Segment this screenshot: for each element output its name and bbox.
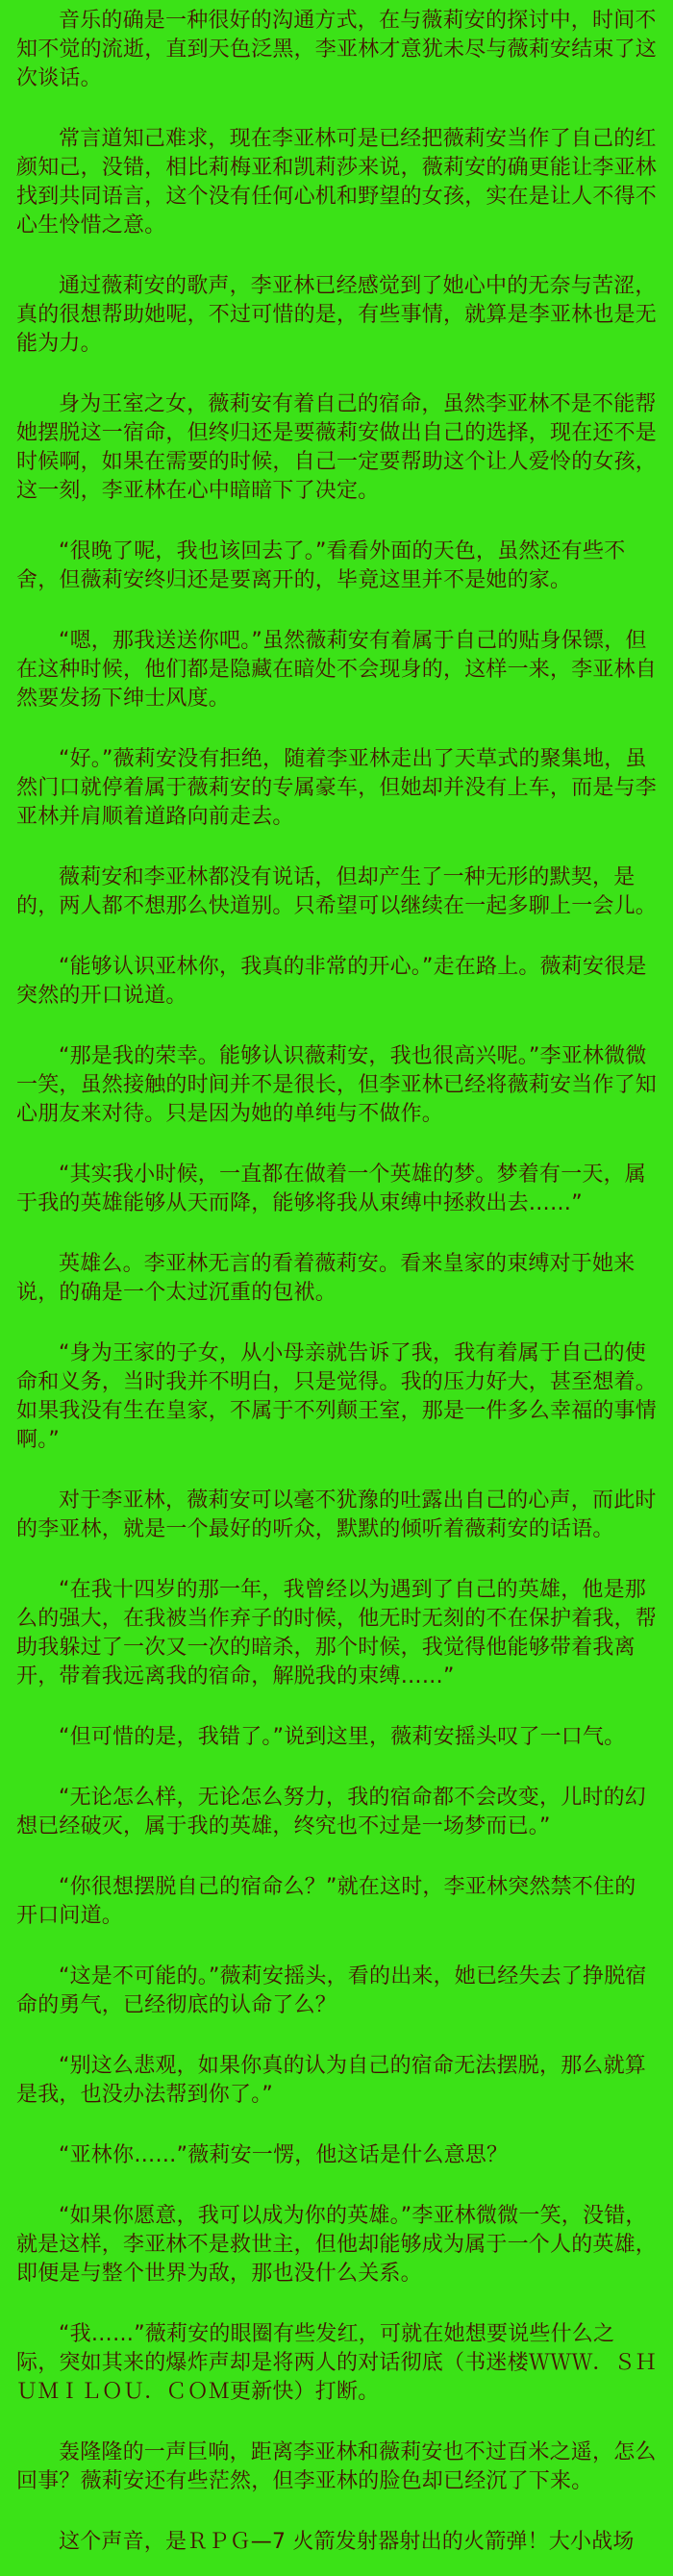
novel-paragraph: “很晚了呢，我也该回去了。”看看外面的天色，虽然还有些不舍，但薇莉安终归还是要离开的，毕竟这里并不是她的家。	[16, 539, 626, 592]
novel-paragraph: 这个声音，是ＲＰＧ—7 火箭发射器射出的火箭弹！大小战场	[59, 2530, 635, 2554]
novel-paragraph: 轰隆隆的一声巨响，距离李亚林和薇莉安也不过百米之遥，怎么回事？薇莉安还有些茫然，但李亚林的脸色却已经沉了下来。	[16, 2440, 657, 2493]
novel-paragraph: “在我十四岁的那一年，我曾经以为遇到了自己的英雄，他是那么的强大，在我被当作弃子的时候，他无时无刻的不在保护着我，帮助我躲过了一次又一次的暗杀，那个时候，我觉得他能够带着我离开，带着我远离我的宿命，解脱我的束缚……”	[16, 1578, 658, 1688]
novel-paragraph: “嗯，那我送送你吧。”虽然薇莉安有着属于自己的贴身保镖，但在这种时候，他们都是隐藏在暗处不会现身的，这样一来，李亚林自然要发扬下绅士风度。	[16, 629, 658, 711]
novel-paragraph: “但可惜的是，我错了。”说到这里，薇莉安摇头叹了一口气。	[59, 1725, 626, 1749]
novel-paragraph: “其实我小时候，一直都在做着一个英雄的梦。梦着有一天，属于我的英雄能够从天而降，能够将我从束缚中拯救出去……”	[16, 1163, 646, 1215]
novel-paragraph: “无论怎么样，无论怎么努力，我的宿命都不会改变，儿时的幻想已经破灭，属于我的英雄，终究也不过是一场梦而已。”	[16, 1786, 646, 1838]
novel-paragraph: 对于李亚林，薇莉安可以毫不犹豫的吐露出自己的心声，而此时的李亚林，就是一个最好的听众，默默的倾听着薇莉安的话语。	[16, 1488, 657, 1541]
novel-paragraph: 常言道知己难求，现在李亚林可是已经把薇莉安当作了自己的红颜知己，没错，相比莉梅亚和凯莉莎来说，薇莉安的确更能让李亚林找到共同语言，这个没有任何心机和野望的女孩，实在是让人不得不心生怜惜之意。	[16, 127, 658, 238]
novel-paragraph: “亚林你……”薇莉安一愣，他这话是什么意思？	[59, 2143, 509, 2167]
novel-paragraph: 身为王室之女，薇莉安有着自己的宿命，虽然李亚林不是不能帮她摆脱这一宿命，但终归还是要薇莉安做出自己的选择，现在还不是时候啊，如果在需要的时候，自己一定要帮助这个让人爱怜的女孩，这一刻，李亚林在心中暗暗下了决定。	[16, 392, 658, 503]
novel-paragraph: “别这么悲观，如果你真的认为自己的宿命无法摆脱，那么就算是我，也没办法帮到你了。”	[16, 2054, 646, 2107]
novel-paragraph: “身为王家的子女，从小母亲就告诉了我，我有着属于自己的使命和义务，当时我并不明白，只是觉得。我的压力好大，甚至想着。如果我没有生在皇家，不属于不列颠王室，那是一件多么幸福的事情啊。”	[16, 1341, 658, 1452]
novel-paragraph: “这是不可能的。”薇莉安摇头，看的出来，她已经失去了挣脱宿命的勇气，已经彻底的认命了么？	[16, 1964, 647, 2017]
novel-paragraph: “好。”薇莉安没有拒绝，随着李亚林走出了天草式的聚集地，虽然门口就停着属于薇莉安的专属豪车，但她却并没有上车，而是与李亚林并肩顺着道路向前走去。	[16, 747, 658, 829]
novel-paragraph: “如果你愿意，我可以成为你的英雄。”李亚林微微一笑，没错，就是这样，李亚林不是救世主，但他却能够成为属于一个人的英雄，即便是与整个世界为敌，那也没什么关系。	[16, 2204, 658, 2286]
novel-paragraph: 音乐的确是一种很好的沟通方式，在与薇莉安的探讨中，时间不知不觉的流逝，直到天色泛黑，李亚林才意犹未尽与薇莉安结束了这次谈话。	[16, 9, 658, 90]
novel-paragraph: 薇莉安和李亚林都没有说话，但却产生了一种无形的默契，是的，两人都不想那么快道别。只希望可以继续在一起多聊上一会儿。	[16, 865, 658, 918]
novel-paragraph: “那是我的荣幸。能够认识薇莉安，我也很高兴呢。”李亚林微微一笑，虽然接触的时间并不是很长，但李亚林已经将薇莉安当作了知心朋友来对待。只是因为她的单纯与不做作。	[16, 1044, 658, 1126]
novel-paragraph: 英雄么。李亚林无言的看着薇莉安。看来皇家的束缚对于她来说，的确是一个太过沉重的包袱。	[16, 1252, 636, 1305]
novel-paragraph: “能够认识亚林你，我真的非常的开心。”走在路上。薇莉安很是突然的开口说道。	[16, 955, 647, 1008]
novel-paragraph: 通过薇莉安的歌声，李亚林已经感觉到了她心中的无奈与苦涩，真的很想帮助她呢，不过可惜的是，有些事情，就算是李亚林也是无能为力。	[16, 274, 658, 356]
novel-text-body	[16, 7, 657, 2557]
novel-paragraph: “我……”薇莉安的眼圈有些发红，可就在她想要说些什么之际，突如其来的爆炸声却是将两人的对话彻底（书迷楼ＷＷＷ．ＳＨＵＭＩＬＯＵ．ＣＯＭ更新快）打断。	[16, 2322, 658, 2404]
novel-paragraph: “你很想摆脱自己的宿命么？”就在这时，李亚林突然禁不住的开口问道。	[16, 1875, 636, 1928]
